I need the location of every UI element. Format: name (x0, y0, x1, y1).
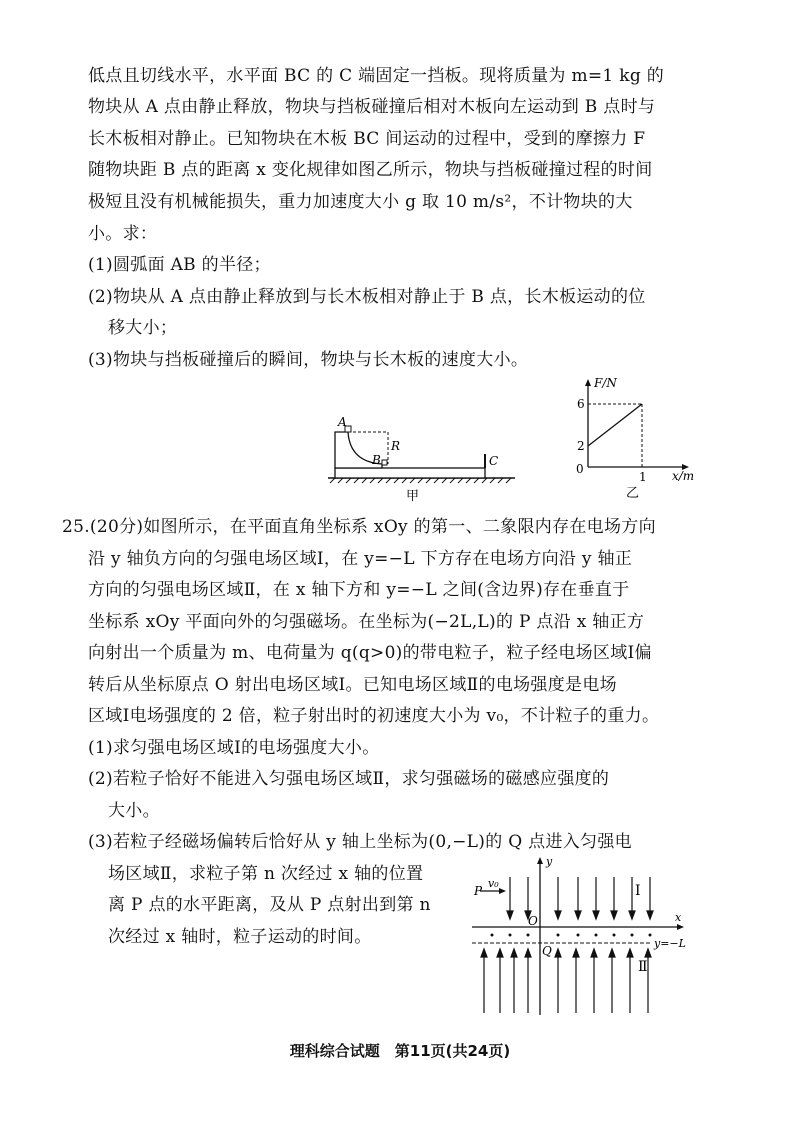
label-region-I: Ⅰ (635, 883, 641, 899)
yi-tick-6: 6 (577, 397, 585, 411)
label-y: y (546, 855, 553, 868)
q25-line-7: 区域Ⅰ电场强度的 2 倍，粒子射出时的初速度大小为 v₀，不计粒子的重力。 (88, 706, 660, 726)
q25-line-5: 向射出一个质量为 m、电荷量为 q(q>0)的带电粒子，粒子经电场区域Ⅰ偏 (88, 643, 652, 663)
q24-line-3: 长木板相对静止。已知物块在木板 BC 间运动的过程中，受到的摩擦力 F (88, 129, 646, 149)
label-Q: Q (542, 944, 552, 958)
q25-line-4: 坐标系 xOy 平面向外的匀强磁场。在坐标为(−2L,L)的 P 点沿 x 轴正方 (88, 612, 645, 632)
caption-jia: 甲 (406, 489, 420, 504)
yi-tick-1: 1 (639, 470, 647, 484)
label-v0: v₀ (488, 877, 499, 890)
q25-sub-2: (2)若粒子恰好不能进入匀强电场区域Ⅱ，求匀强磁场的磁感应强度的 (88, 769, 610, 789)
q25-sub-3-cont-1: 场区域Ⅱ，求粒子第 n 次经过 x 轴的位置 (108, 864, 424, 884)
q25-sub-3: (3)若粒子经磁场偏转后恰好从 y 轴上坐标为(0,−L)的 Q 点进入匀强电 (88, 832, 632, 852)
page-footer: 理科综合试题 第11页(共24页) (289, 1042, 511, 1060)
q24-line-5: 极短且没有机械能损失，重力加速度大小 g 取 10 m/s²，不计物块的大 (88, 192, 633, 212)
q25-sub-3-cont-3: 次经过 x 轴时，粒子运动的时间。 (108, 927, 372, 947)
q25-line-2: 沿 y 轴负方向的匀强电场区域Ⅰ，在 y=−L 下方存在电场方向沿 y 轴正 (88, 549, 633, 569)
label-A: A (338, 415, 347, 429)
q24-sub-1: (1)圆弧面 AB 的半径； (88, 255, 271, 275)
caption-yi: 乙 (626, 486, 640, 500)
q25-line-3: 方向的匀强电场区域Ⅱ，在 x 轴下方和 y=−L 之间(含边界)存在垂直于 (88, 580, 630, 600)
q25-line-6: 转后从坐标原点 O 射出电场区域Ⅰ。已知电场区域Ⅱ的电场强度是电场 (88, 675, 617, 695)
q25-sub-1: (1)求匀强电场区域Ⅰ的电场强度大小。 (88, 738, 380, 758)
label-x: x (675, 911, 682, 924)
q25-line-1: 25.(20分)如图所示，在平面直角坐标系 xOy 的第一、二象限内存在电场方向 (62, 517, 656, 537)
label-R: R (391, 439, 401, 453)
q24-sub-3: (3)物块与挡板碰撞后的瞬间，物块与长木板的速度大小。 (88, 350, 529, 370)
q24-sub-2: (2)物块从 A 点由静止释放到与长木板相对静止于 B 点，长木板运动的位 (88, 287, 646, 307)
q24-line-4: 随物块距 B 点的距离 x 变化规律如图乙所示，物块与挡板碰撞过程的时间 (88, 160, 653, 180)
figure-jia (320, 410, 520, 505)
yi-tick-0: 0 (576, 462, 584, 476)
label-B: B (372, 453, 381, 467)
label-region-II: Ⅱ (638, 959, 648, 975)
q24-line-6: 小。求： (88, 224, 158, 244)
label-y-eq-minus-L: y=−L (654, 937, 686, 950)
figure-q25-field (470, 855, 695, 1020)
q24-line-2: 物块从 A 点由静止释放，物块与挡板碰撞后相对木板向左运动到 B 点时与 (88, 97, 656, 117)
yi-xlabel: x/m (672, 469, 695, 483)
label-O: O (528, 914, 538, 928)
yi-tick-2: 2 (577, 439, 585, 453)
figure-yi (560, 375, 710, 500)
q25-sub-2-cont: 大小。 (108, 801, 160, 821)
q25-sub-3-cont-2: 离 P 点的水平距离，及从 P 点射出到第 n (108, 895, 431, 915)
q24-sub-2-cont: 移大小； (108, 318, 178, 338)
yi-ylabel: F/N (594, 376, 617, 390)
label-P: P (474, 884, 483, 898)
q24-line-1: 低点且切线水平，水平面 BC 的 C 端固定一挡板。现将质量为 m=1 kg 的 (88, 66, 665, 86)
label-C: C (489, 454, 499, 468)
